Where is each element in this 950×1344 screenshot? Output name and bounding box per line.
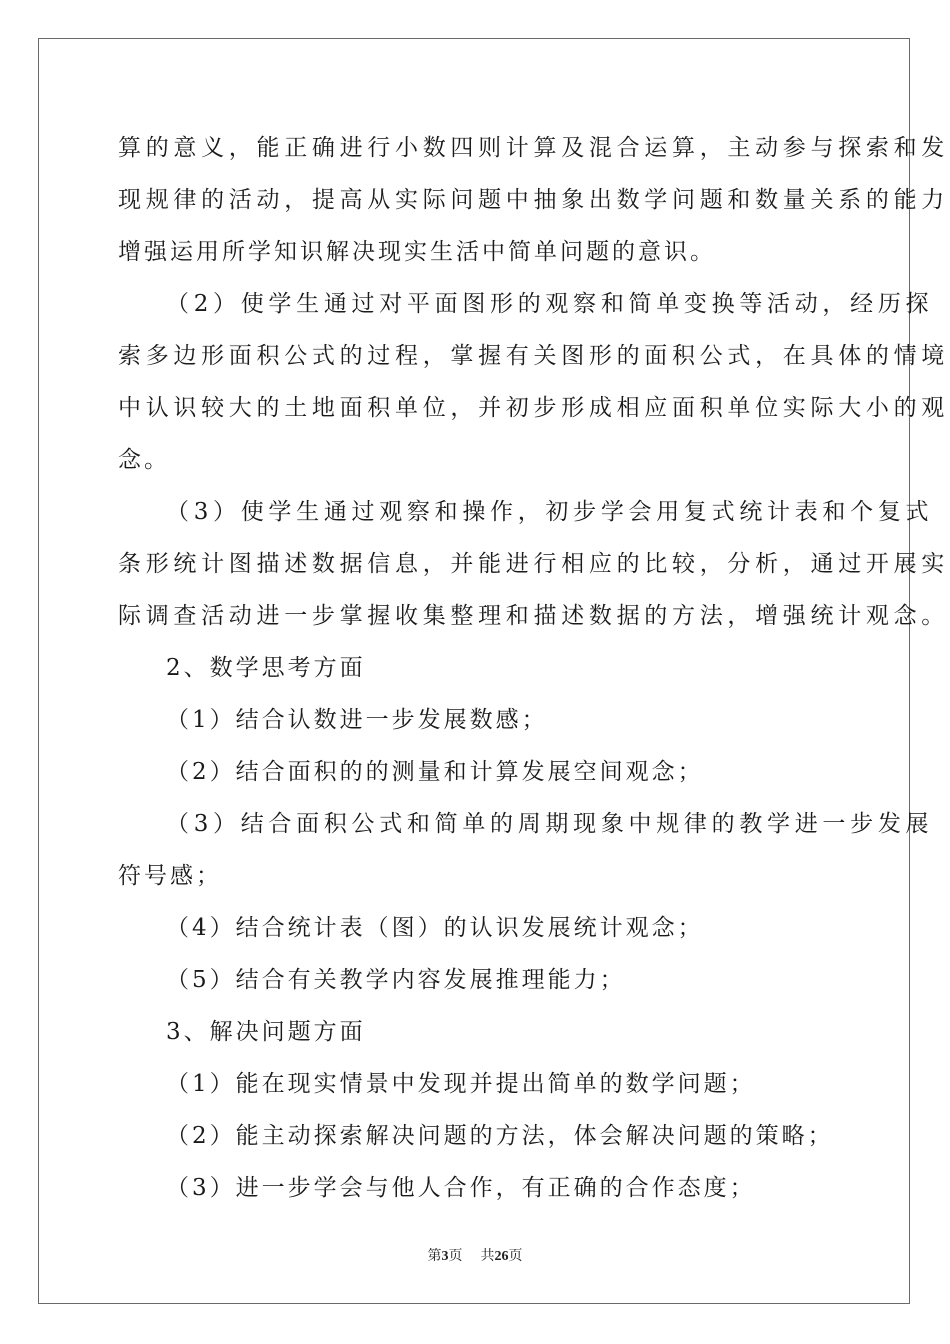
total-prefix: 共 [480, 1249, 495, 1264]
list-item: （5）结合有关教学内容发展推理能力； [166, 967, 626, 993]
document-body [118, 128, 949, 1220]
text-line: （3）使学生通过观察和操作，初步学会用复式统计表和个复式 [166, 499, 934, 525]
list-item: （2）能主动探索解决问题的方法，体会解决问题的策略； [166, 1123, 834, 1149]
text-line: 算的意义，能正确进行小数四则计算及混合运算，主动参与探索和发 [118, 135, 949, 161]
list-item: （1）结合认数进一步发展数感； [166, 707, 548, 733]
list-item: （1）能在现实情景中发现并提出简单的数学问题； [166, 1071, 756, 1097]
page-number: 3 [441, 1249, 449, 1264]
list-item: （4）结合统计表（图）的认识发展统计观念； [166, 915, 704, 941]
section-heading: 3、解决问题方面 [166, 1019, 366, 1045]
text-line: 现规律的活动，提高从实际问题中抽象出数学问题和数量关系的能力 [118, 187, 949, 213]
text-line: 增强运用所学知识解决现实生活中简单问题的意识。 [118, 239, 716, 265]
text-line: 中认识较大的土地面积单位，并初步形成相应面积单位实际大小的观 [118, 395, 949, 421]
section-heading: 2、数学思考方面 [166, 655, 366, 681]
page-prefix: 第 [427, 1249, 442, 1264]
total-suffix: 页 [508, 1249, 523, 1264]
text-line: 际调查活动进一步掌握收集整理和描述数据的方法，增强统计观念。 [118, 603, 949, 629]
list-item: （3）进一步学会与他人合作，有正确的合作态度； [166, 1175, 756, 1201]
total-pages: 26 [494, 1249, 509, 1264]
text-line: 条形统计图描述数据信息，并能进行相应的比较，分析，通过开展实 [118, 551, 949, 577]
text-line: 符号感； [118, 863, 222, 889]
text-line: 念。 [118, 447, 170, 473]
list-item: （3）结合面积公式和简单的周期现象中规律的教学进一步发展 [166, 811, 934, 837]
page-footer [0, 1245, 950, 1265]
page-suffix: 页 [448, 1249, 463, 1264]
text-line: （2）使学生通过对平面图形的观察和简单变换等活动，经历探 [166, 291, 934, 317]
text-line: 索多边形面积公式的过程，掌握有关图形的面积公式，在具体的情境 [118, 343, 949, 369]
list-item: （2）结合面积的的测量和计算发展空间观念； [166, 759, 704, 785]
